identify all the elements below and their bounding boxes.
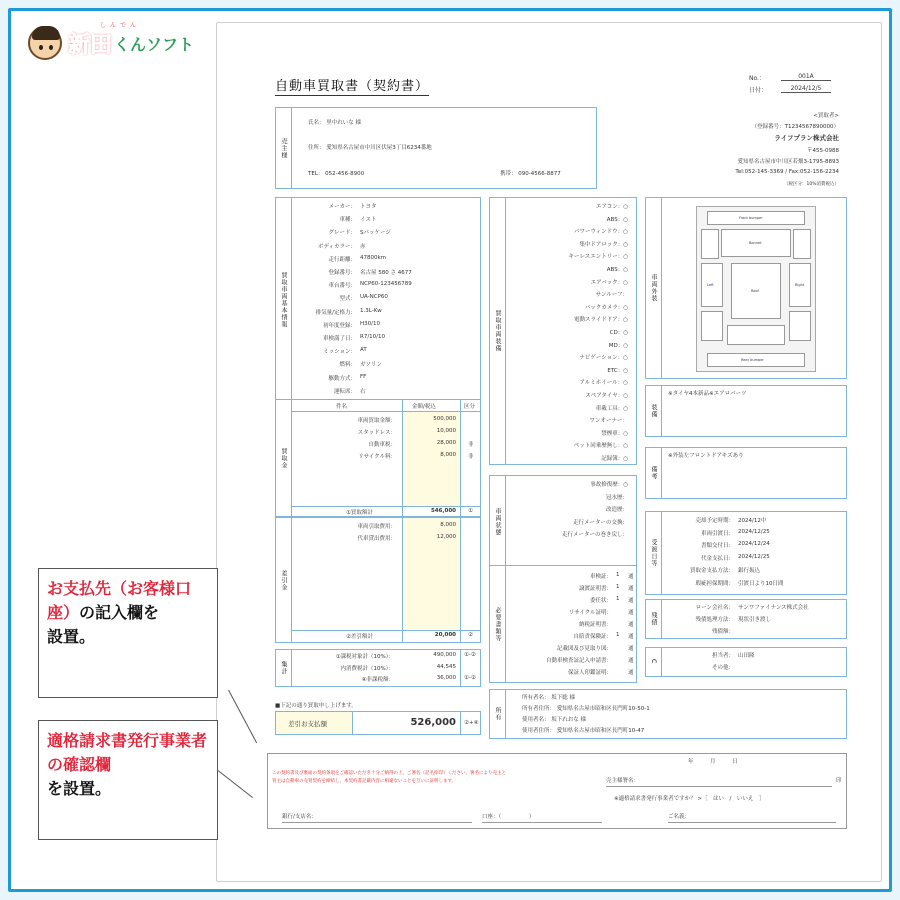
car-diagram xyxy=(696,206,816,372)
vehicle-field-label: 燃料： xyxy=(339,362,356,369)
debt-side-label: 残債 xyxy=(646,600,662,638)
price-item-label: 車両買取金額： xyxy=(357,418,396,424)
document-unit: 通 xyxy=(628,670,634,676)
debt-value[interactable]: サンワファイナンス株式会社 xyxy=(738,605,809,611)
condition-item[interactable]: 走行メーターの巻き戻し： xyxy=(561,532,628,538)
remarks-side-label: 備考 xyxy=(646,448,662,498)
no-label: No.： xyxy=(749,75,765,82)
document-unit: 通 xyxy=(628,574,634,580)
seller-signature-label: 売主様署名： xyxy=(606,778,640,784)
vehicle-field-label: ミッション： xyxy=(323,349,356,356)
logo xyxy=(28,22,195,60)
logo-name: 新田 xyxy=(68,32,113,58)
total-mark: ①-② xyxy=(464,652,476,658)
total-value: 490,000 xyxy=(433,652,456,658)
soubi-side-label: 装備 xyxy=(646,386,662,436)
vehicle-field-label: メーカー： xyxy=(328,204,356,210)
schedule-value[interactable]: 2024/12/24 xyxy=(738,541,770,547)
equipment-item[interactable]: アルミホイール：○ xyxy=(579,380,628,387)
debt-label: 残債処理方法： xyxy=(695,617,734,623)
sign-text-1: この契約書及び裏面の契約条項をご確認いただき十分ご納得の上、ご署名（記名捺印）ください。署名により売主と xyxy=(272,771,506,776)
staff-label: 担当者： xyxy=(711,653,734,659)
price-head-type: 区分 xyxy=(464,404,476,410)
equipment-item[interactable]: ABS：○ xyxy=(606,216,628,223)
payment-mark: ②+④ xyxy=(464,720,479,726)
vehicle-field-value[interactable]: イスト xyxy=(360,217,377,224)
total-value: 44,545 xyxy=(436,663,456,670)
logo-ruby: しんでん xyxy=(100,22,141,29)
callout-invoice-issuer xyxy=(38,720,218,840)
equipment-item[interactable]: エアバック：○ xyxy=(590,279,628,286)
sign-text-2: 買主は自動車の売買契約を締結し、本契約書記載内容に相違ないことを互いに証明します。 xyxy=(272,779,457,784)
document-count[interactable]: 1 xyxy=(616,584,620,590)
seller-side-label: 売主様 xyxy=(276,108,292,188)
price-item-label: スタッドレス： xyxy=(357,430,396,436)
vehicle-field-label: グレード： xyxy=(328,230,356,237)
soubi-text: ※タイヤ4本新品※エアロパーツ xyxy=(668,391,747,397)
document-unit: 通 xyxy=(628,586,634,592)
price-item-amount[interactable]: 10,000 xyxy=(436,428,456,434)
vehicle-field-value[interactable]: R7/10/10 xyxy=(360,334,386,340)
seal-label: 印 xyxy=(836,778,842,784)
date-label: 日付： xyxy=(749,87,768,94)
price-item-amount[interactable]: 8,000 xyxy=(440,452,456,458)
deduction-item-label: 代車貸出費用： xyxy=(357,536,396,542)
totals-side-label: 集計 xyxy=(276,650,292,686)
equipment-item[interactable]: ペット同乗歴無し：○ xyxy=(573,443,628,450)
debt-box xyxy=(645,599,847,639)
owner-side-label: 所有 xyxy=(490,690,506,738)
schedule-value[interactable]: 引渡日より10日間 xyxy=(738,580,784,587)
owner-field[interactable]: 所有者住所： 愛知県名古屋市昭和区長門町10-50-1 xyxy=(522,706,650,712)
buyer-tax-note: （税区分：10%消費税込） xyxy=(783,182,839,187)
vehicle-field-label: 初年度登録： xyxy=(322,322,356,329)
schedule-box xyxy=(645,511,847,595)
bonnet-label: Bonnet xyxy=(749,241,762,245)
vehicle-field-value[interactable]: H30/10 xyxy=(360,320,380,327)
buyer-address: 愛知県名古屋市中川区若畑3-1795-8893 xyxy=(737,159,839,165)
document-count[interactable]: 1 xyxy=(616,572,620,578)
document-label: 譲渡証明書： xyxy=(578,586,612,592)
buyer-reg: （登録番号：T1234567890000） xyxy=(751,124,839,130)
document-label: 委任状： xyxy=(589,598,612,604)
equipment-item[interactable]: 集中ドアロック：○ xyxy=(579,241,628,248)
vehicle-field-label: 車種： xyxy=(339,217,356,224)
deduction-subtotal-mark: ② xyxy=(468,632,473,638)
debt-label: ローン会社名： xyxy=(695,605,734,611)
vehicle-field-value[interactable]: ガソリン xyxy=(360,362,383,369)
callout-2-red: 適格請求書発行事業者の確認欄 xyxy=(47,731,208,774)
schedule-label: 瑕疵担保期間： xyxy=(695,580,734,587)
total-label: 内消費税計（10%）： xyxy=(340,665,394,672)
document-unit: 通 xyxy=(628,646,634,652)
seller-tel: TEL： 052-456-8900 xyxy=(308,171,365,177)
document-label: 自動車検査証記入申請書： xyxy=(545,658,612,664)
price-item-label: 自動車税： xyxy=(368,442,396,448)
payment-label: 差引お支払額 xyxy=(288,720,327,728)
equipment-item[interactable]: ワンオーナー： xyxy=(589,418,628,425)
remarks-box xyxy=(645,447,847,499)
vehicle-field-value[interactable]: UA-NCP60 xyxy=(360,294,388,301)
front-bumper-label: Front bumper xyxy=(739,216,763,220)
price-item-amount[interactable]: 500,000 xyxy=(433,416,456,422)
total-mark: ①-② xyxy=(464,675,476,681)
document-count[interactable]: 1 xyxy=(616,632,620,638)
no-value: 001A xyxy=(781,73,831,81)
exterior-box xyxy=(645,197,847,379)
payment-value: 526,000 xyxy=(410,717,456,728)
vehicle-field-value[interactable]: 名古屋 580 さ 4677 xyxy=(360,270,412,276)
total-label: ④非課税額： xyxy=(361,677,394,683)
condition-item[interactable]: 改造歴： xyxy=(605,507,628,513)
equipment-side-label: 買取車両装備 xyxy=(490,198,506,464)
equipment-item[interactable]: パワーウィンドウ：○ xyxy=(574,229,628,236)
staff-value[interactable]: 山田隆 xyxy=(738,653,755,659)
equipment-item[interactable]: ナビゲーション：○ xyxy=(579,355,628,362)
seller-name: 氏名： 里中れいな 様 xyxy=(308,120,361,126)
buyer-zip: 〒455-0988 xyxy=(807,148,839,154)
equipment-item[interactable]: キーレスエントリー：○ xyxy=(568,254,628,261)
pay-note: ■下記の通り買取申し上げます。 xyxy=(275,703,357,709)
vehicle-field-label: 駆動方式： xyxy=(328,375,356,382)
document-unit: 通 xyxy=(628,610,634,616)
price-subtotal-value: 546,000 xyxy=(430,508,456,514)
vehicle-field-value[interactable]: 1.3L-Kw xyxy=(360,307,382,314)
vehicle-field-value[interactable]: 右 xyxy=(360,388,366,395)
schedule-label: 車両引渡日： xyxy=(700,530,734,537)
vehicle-field-label: 車検満了日： xyxy=(322,336,356,342)
sign-date: 年 月 日 xyxy=(688,759,738,765)
remarks-text: ※外装左フロントドアキズあり xyxy=(668,453,744,459)
schedule-value[interactable]: 銀行振込 xyxy=(738,568,761,574)
price-item-label: リサイクル料： xyxy=(358,454,396,460)
price-subtotal-label: ①買取額計 xyxy=(346,510,373,516)
price-side-label: 買取金 xyxy=(276,400,292,516)
callout-2-black: を設置。 xyxy=(47,779,112,798)
equipment-item[interactable]: サンルーフ： xyxy=(595,292,628,299)
condition-item[interactable]: 走行メーターの交換： xyxy=(572,519,628,526)
debt-value[interactable]: 現状引き渡し xyxy=(738,617,772,623)
document-count[interactable]: 1 xyxy=(616,596,620,602)
vehicle-field-label: 車台番号： xyxy=(328,283,356,290)
equipment-item[interactable]: 禁煙車：○ xyxy=(601,430,628,437)
equipment-item[interactable]: MD：○ xyxy=(608,342,628,349)
deduction-side-label: 差引金 xyxy=(276,518,292,642)
vehicle-field-value[interactable]: トヨタ xyxy=(360,204,377,210)
equipment-item[interactable]: エアコン：○ xyxy=(595,204,628,210)
vehicle-info-box xyxy=(275,197,481,403)
vehicle-field-value[interactable]: 赤 xyxy=(360,243,366,250)
vehicle-field-value[interactable]: 47800km xyxy=(360,254,387,261)
debt-label: 残債額： xyxy=(711,629,734,635)
buyer-label: <買取者> xyxy=(813,113,839,119)
staff-box xyxy=(645,647,847,677)
vehicle-side-label: 買取車両基本情報 xyxy=(276,198,292,402)
date-value: 2024/12/5 xyxy=(781,85,831,93)
schedule-label: 書類交付日： xyxy=(700,543,734,549)
equipment-item[interactable]: スペアタイヤ：○ xyxy=(585,393,628,399)
price-item-type: 非 xyxy=(468,442,474,448)
document-unit: 通 xyxy=(628,658,634,664)
vehicle-field-label: 登録番号： xyxy=(328,270,356,276)
rear-bumper-label: Rear bumper xyxy=(741,358,764,362)
vehicle-field-label: ボディカラー： xyxy=(317,243,356,250)
deduction-item-amount[interactable]: 8,000 xyxy=(440,522,456,528)
page-title: 自動車買取書（契約書） xyxy=(275,75,429,96)
vehicle-field-value[interactable]: FF xyxy=(360,373,367,380)
equipment-item[interactable]: CD：○ xyxy=(609,330,628,336)
exterior-side-label: 車両外装 xyxy=(646,198,662,378)
contract-sheet xyxy=(257,23,847,883)
left-label: Left xyxy=(707,283,714,287)
owner-field[interactable]: 使用者住所： 愛知県名古屋市昭和区長門町10-47 xyxy=(522,728,645,734)
mascot-face-icon xyxy=(28,26,62,60)
price-item-type: 非 xyxy=(468,454,474,460)
seller-mobile: 携帯： 090-4566-8877 xyxy=(500,171,561,177)
schedule-value[interactable]: 2024/12/25 xyxy=(738,528,770,535)
schedule-side-label: 受渡日等 xyxy=(646,512,662,594)
document-label: リサイクル証明： xyxy=(568,610,612,616)
deduction-subtotal-label: ②差引額計 xyxy=(346,634,373,640)
price-item-amount[interactable]: 28,000 xyxy=(436,440,456,446)
schedule-label: 代金支払日： xyxy=(700,555,734,562)
seller-box xyxy=(275,107,597,189)
vehicle-field-label: 運転席： xyxy=(333,388,356,395)
soubi-box xyxy=(645,385,847,437)
document-label: 保証人印鑑証明： xyxy=(567,670,612,676)
schedule-label: 買取金支払方法： xyxy=(689,568,734,574)
totals-box xyxy=(275,649,481,687)
callout-1-black-2: 設置。 xyxy=(47,627,96,646)
document-label: 車検証： xyxy=(589,574,612,580)
document-paper xyxy=(216,22,882,882)
invoice-issuer-question[interactable]: ※適格請求書発行事業者ですか？ >［ はい / いいえ ］ xyxy=(614,796,765,802)
equipment-item[interactable]: ABS：○ xyxy=(606,267,628,273)
condition-side-label: 車両状態 xyxy=(490,476,506,568)
callout-1-red: お支払先（お客様口座） xyxy=(47,579,192,622)
total-label: ①課税対象計（10%）： xyxy=(335,654,394,660)
equipment-item[interactable]: ETC：○ xyxy=(607,367,628,374)
documents-box xyxy=(489,565,637,683)
document-unit: 通 xyxy=(628,598,634,604)
deduction-item-amount[interactable]: 12,000 xyxy=(436,534,456,540)
schedule-label: 売却予定時期： xyxy=(695,518,734,524)
equipment-item[interactable]: バックカメラ：○ xyxy=(584,304,628,311)
vehicle-field-value[interactable]: NCP60-123456789 xyxy=(360,281,412,288)
roof-label: Roof xyxy=(751,289,759,293)
price-box xyxy=(275,399,481,517)
document-unit: 通 xyxy=(628,622,634,628)
logo-sub: くんソフト xyxy=(114,34,195,54)
bank-branch-label[interactable]: 銀行/支店名： xyxy=(282,814,317,820)
owner-field[interactable]: 所有者名： 坂下聡 様 xyxy=(522,695,575,701)
deduction-box xyxy=(275,517,481,643)
schedule-value[interactable]: 2024/12/25 xyxy=(738,553,770,560)
owner-field[interactable]: 使用者名： 坂下れおな 様 xyxy=(522,717,586,723)
equipment-item[interactable]: 記録簿：○ xyxy=(601,456,628,462)
deduction-subtotal-value: 20,000 xyxy=(434,632,456,638)
document-unit: 通 xyxy=(628,634,634,640)
condition-box xyxy=(489,475,637,569)
condition-item[interactable]: 冠水歴： xyxy=(605,494,628,501)
deduction-item-label: 車両引取費用： xyxy=(357,524,396,530)
document-label: 納税証明書： xyxy=(578,622,612,628)
right-label: Right xyxy=(795,283,805,287)
buyer-tel: Tel:052-145-3369 / Fax:052-156-2234 xyxy=(735,169,839,175)
payment-box xyxy=(275,711,481,735)
condition-item[interactable]: 事故修復歴：○ xyxy=(590,482,628,488)
staff-label: その他： xyxy=(711,665,734,671)
signature-box xyxy=(267,753,847,829)
price-head-item: 件名 xyxy=(336,404,348,410)
staff-side-label: C xyxy=(646,648,662,676)
price-subtotal-mark: ① xyxy=(468,508,473,514)
total-value: 36,000 xyxy=(436,675,456,681)
seller-address: 住所： 愛知県名古屋市中川区伏屋3丁目6234番地 xyxy=(308,145,432,151)
vehicle-field-label: 型式： xyxy=(339,296,356,303)
callout-payment-account xyxy=(38,568,218,698)
callout-1-black: の記入欄を xyxy=(79,603,160,622)
document-label: 自賠責保険証： xyxy=(573,634,612,640)
documents-side-label: 必要書類等 xyxy=(490,566,506,682)
vehicle-field-label: 排気量/定格力： xyxy=(315,309,356,316)
price-head-amount: 金額/税込 xyxy=(412,404,436,410)
equipment-item[interactable]: 車載工具：○ xyxy=(595,405,628,412)
schedule-value[interactable]: 2024/12中 xyxy=(738,518,767,524)
equipment-item[interactable]: 電動スライドドア：○ xyxy=(574,317,628,324)
account-holder-label[interactable]: ご名義： xyxy=(668,814,691,820)
document-label: 記載図及び見取り図： xyxy=(556,646,612,652)
vehicle-field-value[interactable]: Sパッケージ xyxy=(360,230,391,237)
vehicle-field-label: 走行距離： xyxy=(328,256,356,263)
owner-box xyxy=(489,689,847,739)
account-label[interactable]: 口座：（ ） xyxy=(482,814,535,820)
vehicle-field-value[interactable]: AT xyxy=(360,347,367,354)
equipment-box xyxy=(489,197,637,465)
buyer-company: ライフプラン株式会社 xyxy=(774,134,839,142)
